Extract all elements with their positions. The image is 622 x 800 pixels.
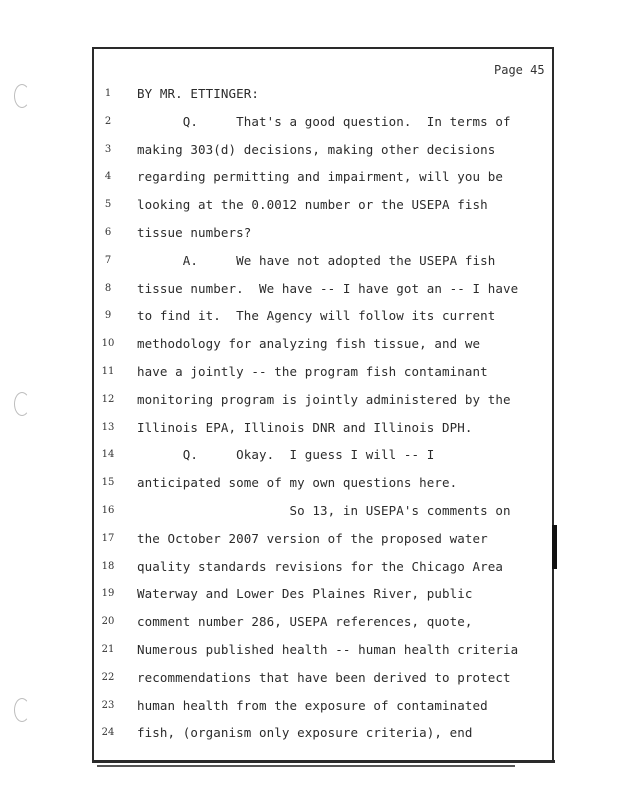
- transcript-line-text: fish, (organism only exposure criteria), end: [137, 725, 473, 741]
- line-number: 20: [101, 616, 115, 628]
- transcript-line-text: to find it. The Agency will follow its current: [137, 308, 496, 324]
- line-number: 13: [101, 421, 115, 433]
- transcript-line-text: Q. Okay. I guess I will -- I: [137, 447, 435, 463]
- line-number: 12: [101, 393, 115, 405]
- line-number: 5: [104, 199, 112, 211]
- line-number: 4: [104, 171, 112, 183]
- transcript-line-text: Q. That's a good question. In terms of: [137, 113, 511, 129]
- transcript-line-text: Waterway and Lower Des Plaines River, public: [137, 586, 473, 602]
- transcript-line-text: regarding permitting and impairment, will you be: [137, 169, 504, 185]
- transcript-line-text: making 303(d) decisions, making other decisions: [137, 141, 496, 157]
- transcript-line-text: anticipated some of my own questions here.: [137, 475, 458, 491]
- line-number: 22: [101, 671, 115, 683]
- transcript-line-text: recommendations that have been derived to protect: [137, 669, 511, 685]
- transcript-line-text: So 13, in USEPA's comments on: [137, 503, 511, 518]
- margin-mark: [552, 525, 557, 569]
- line-number: 14: [101, 449, 115, 461]
- transcript-line-text: Numerous published health -- human health criteria: [137, 642, 519, 657]
- line-number: 24: [101, 727, 115, 739]
- transcript-line-text: monitoring program is jointly administered by the: [137, 391, 511, 407]
- line-number: 15: [101, 477, 115, 489]
- transcript-line-text: human health from the exposure of contaminated: [137, 697, 488, 713]
- page-number: Page 45: [494, 63, 545, 77]
- transcript-line-text: methodology for analyzing fish tissue, and we: [137, 336, 481, 352]
- line-number: 18: [101, 560, 115, 572]
- line-number: 17: [101, 532, 115, 544]
- transcript-line-text: looking at the 0.0012 number or the USEPA fish: [137, 197, 488, 213]
- transcript-line-text: the October 2007 version of the proposed water: [137, 530, 488, 546]
- line-number: 3: [104, 143, 112, 155]
- line-number: 16: [101, 505, 115, 516]
- transcript-line-text: tissue numbers?: [137, 225, 252, 240]
- transcript-line-text: A. We have not adopted the USEPA fish: [137, 252, 496, 268]
- line-number: 21: [101, 644, 115, 655]
- line-number: 1: [104, 88, 112, 99]
- binder-hole-top: [14, 84, 30, 108]
- line-number: 7: [104, 254, 112, 266]
- page-bottom-rule: [92, 760, 555, 763]
- line-number: 6: [104, 227, 112, 238]
- binder-hole-bottom: [14, 698, 30, 722]
- transcript-line-text: quality standards revisions for the Chicago Area: [137, 558, 504, 574]
- transcript-line-text: Illinois EPA, Illinois DNR and Illinois DPH.: [137, 419, 473, 435]
- line-number: 23: [101, 699, 115, 711]
- line-number: 10: [101, 338, 115, 350]
- transcript-line-text: tissue number. We have -- I have got an -- I have: [137, 280, 519, 296]
- binder-hole-middle: [14, 392, 30, 416]
- line-number: 11: [101, 366, 115, 377]
- line-number: 8: [104, 282, 112, 294]
- line-number: 19: [101, 588, 115, 600]
- transcript-line-text: comment number 286, USEPA references, quote,: [137, 614, 473, 630]
- page-bottom-rule-secondary: [97, 765, 515, 767]
- transcript-line-text: have a jointly -- the program fish contaminant: [137, 364, 488, 379]
- transcript-line-text: BY MR. ETTINGER:: [137, 86, 260, 101]
- line-number: 9: [104, 310, 112, 322]
- line-number: 2: [104, 115, 112, 127]
